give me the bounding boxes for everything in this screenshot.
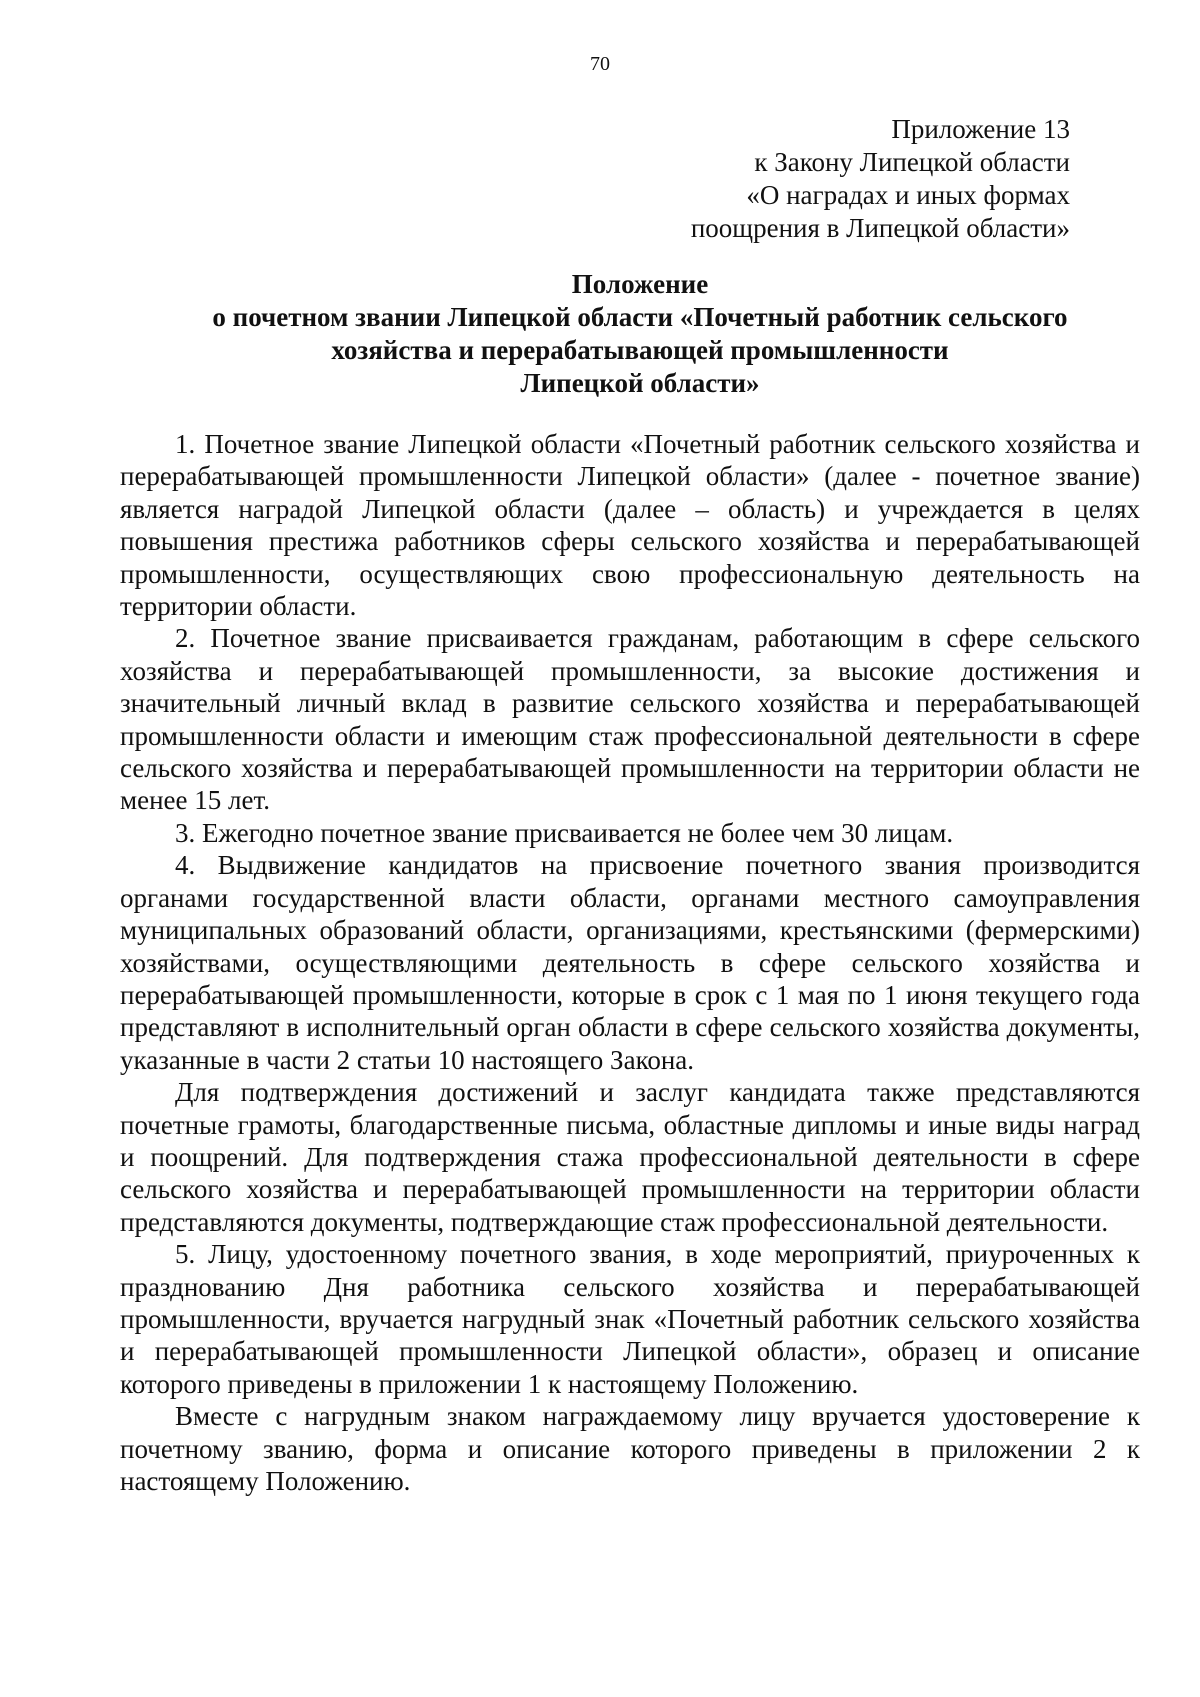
page-number: 70 [590,53,610,75]
paragraph-5-continued: Вместе с нагрудным знаком награждаемому лицу вручается удостоверение к почетному званию, форма и описание которого приведены в приложении 2 к настоящему Положению. [120,1401,1140,1496]
title-line: Положение [571,269,709,299]
paragraph-2: 2. Почетное звание присваивается гражданам, работающим в сфере сельского хозяйства и перерабатывающей промышленности, за высокие достижения и значительный личный вклад в развитие сельского хозяйства и перерабатывающей промышленности области и имеющим стаж профессиональной деятельности в сфере сельского хозяйства и перерабатывающей промышленности на территории области не менее 15 лет. [120,623,1140,816]
paragraph-1: 1. Почетное звание Липецкой области «Почетный работник сельского хозяйства и перерабатывающей промышленности Липецкой области» (далее - почетное звание) является наградой Липецкой области (далее – область) и учреждается в целях повышения престижа работников сферы сельского хозяйства и перерабатывающей промышленности, осуществляющих свою профессиональную деятельность на территории области. [120,429,1140,622]
appendix-line: к Закону Липецкой области [754,147,1070,177]
document-title [150,268,1130,400]
paragraph-3: 3. Ежегодно почетное звание присваивается не более чем 30 лицам. [175,817,954,848]
document-body [120,428,1140,1497]
paragraph-4-continued: Для подтверждения достижений и заслуг кандидата также представляются почетные грамоты, благодарственные письма, областные дипломы и иные виды наград и поощрений. Для подтверждения стажа профессиональной деятельности в сфере сельского хозяйства и перерабатывающей промышленности на территории области представляются документы, подтверждающие стаж профессиональной деятельности. [120,1077,1140,1237]
appendix-reference [510,113,1070,245]
appendix-line: Приложение 13 [891,114,1070,144]
paragraph-4: 4. Выдвижение кандидатов на присвоение почетного звания производится органами государственной власти области, органами местного самоуправления муниципальных образований области, организациями, крестьянскими (фермерскими) хозяйствами, осуществляющими деятельность в сфере сельского хозяйства и перерабатывающей промышленности, которые в срок с 1 мая по 1 июня текущего года представляют в исполнительный орган области в сфере сельского хозяйства документы, указанные в части 2 статьи 10 настоящего Закона. [120,850,1140,1075]
paragraph-5: 5. Лицу, удостоенному почетного звания, в ходе мероприятий, приуроченных к празднованию Дня работника сельского хозяйства и перерабатывающей промышленности, вручается нагрудный знак «Почетный работник сельского хозяйства и перерабатывающей промышленности Липецкой области», образец и описание которого приведены в приложении 1 к настоящему Положению. [120,1239,1140,1399]
appendix-line: поощрения в Липецкой области» [690,213,1070,243]
title-line: Липецкой области» [520,368,760,398]
title-line: о почетном звании Липецкой области «Почетный работник сельского [212,302,1068,332]
appendix-line: «О наградах и иных формах [746,180,1070,210]
title-line: хозяйства и перерабатывающей промышленности [331,335,949,365]
